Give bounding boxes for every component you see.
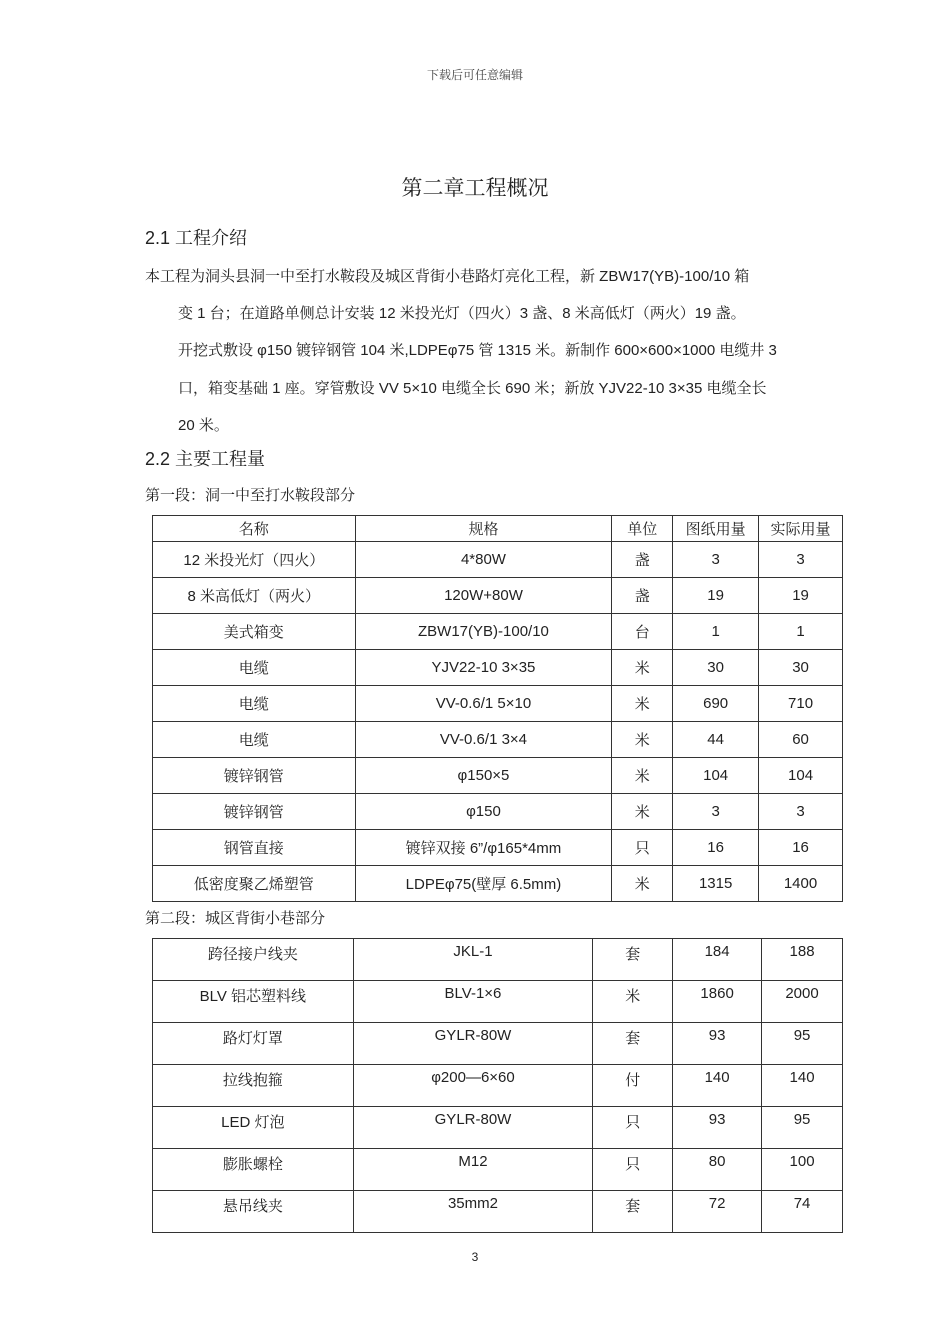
- table-cell: 拉线抱箍: [153, 1065, 354, 1107]
- table-cell: 米: [612, 866, 673, 902]
- table-cell: GYLR-80W: [353, 1023, 593, 1065]
- table-cell: 路灯灯罩: [153, 1023, 354, 1065]
- segment1-label: 第一段：洞一中至打水鞍段部分: [145, 487, 356, 504]
- table-cell: VV-0.6/1 5×10: [355, 686, 612, 722]
- table-cell: 3: [673, 794, 759, 830]
- table-cell: 74: [762, 1191, 843, 1233]
- intro-line: 开挖式敷设 φ150 镀锌钢管 104 米,LDPEφ75 管 1315 米。新制作 600×600×1000 电缆井 3: [178, 342, 777, 360]
- table-cell: 美式箱变: [153, 614, 356, 650]
- table-cell: 电缆: [153, 686, 356, 722]
- table-row: [153, 614, 843, 650]
- table-cell: 米: [612, 650, 673, 686]
- table-row: [153, 686, 843, 722]
- table-cell: 100: [762, 1149, 843, 1191]
- header-cell: 规格: [355, 516, 612, 542]
- table-cell: 2000: [762, 981, 843, 1023]
- table-cell: 套: [593, 1191, 673, 1233]
- table-cell: 93: [673, 1107, 762, 1149]
- table-cell: 低密度聚乙烯塑管: [153, 866, 356, 902]
- table-cell: 95: [762, 1107, 843, 1149]
- table-cell: 3: [673, 542, 759, 578]
- table-cell: 140: [673, 1065, 762, 1107]
- chapter-title: 第二章工程概况: [401, 177, 549, 200]
- section-heading-intro: 2.1 工程介绍: [145, 228, 248, 248]
- table-cell: 72: [673, 1191, 762, 1233]
- table-cell: φ150: [355, 794, 612, 830]
- table-cell: YJV22-10 3×35: [355, 650, 612, 686]
- table-cell: 4*80W: [355, 542, 612, 578]
- table-cell: 19: [759, 578, 843, 614]
- table-row: [153, 794, 843, 830]
- table-cell: 只: [593, 1107, 673, 1149]
- table-cell: 盏: [612, 578, 673, 614]
- table-row: [153, 981, 843, 1023]
- segment2-label: 第二段：城区背街小巷部分: [145, 910, 326, 927]
- table-cell: 只: [612, 830, 673, 866]
- table-row: [153, 1107, 843, 1149]
- table-cell: 镀锌钢管: [153, 758, 356, 794]
- table-cell: 跨径接户线夹: [153, 939, 354, 981]
- table-cell: 35mm2: [353, 1191, 593, 1233]
- table-cell: 米: [612, 722, 673, 758]
- table-row: [153, 1191, 843, 1233]
- table-cell: 1: [673, 614, 759, 650]
- intro-line: 20 米。: [178, 416, 229, 434]
- table-cell: 米: [612, 758, 673, 794]
- table-cell: 104: [673, 758, 759, 794]
- table-row: [153, 578, 843, 614]
- table-cell: 1860: [673, 981, 762, 1023]
- intro-paragraph: [145, 258, 825, 444]
- table-cell: 电缆: [153, 722, 356, 758]
- table-cell: φ150×5: [355, 758, 612, 794]
- table-row: [153, 939, 843, 981]
- intro-line: 口，箱变基础 1 座。穿管敷设 VV 5×10 电缆全长 690 米；新放 YJV22-10 3×35 电缆全长: [178, 379, 767, 397]
- header-cell: 单位: [612, 516, 673, 542]
- table-cell: 膨胀螺栓: [153, 1149, 354, 1191]
- table-cell: 只: [593, 1149, 673, 1191]
- segment2-table: [152, 938, 843, 1233]
- section-heading-quantities: 2.2 主要工程量: [145, 449, 266, 469]
- header-cell: 图纸用量: [673, 516, 759, 542]
- table-cell: 710: [759, 686, 843, 722]
- table-cell: 悬吊线夹: [153, 1191, 354, 1233]
- table-cell: 3: [759, 794, 843, 830]
- table-row: [153, 866, 843, 902]
- table-cell: 30: [759, 650, 843, 686]
- table-row: [153, 1023, 843, 1065]
- table-cell: 镀锌双接 6”/φ165*4mm: [355, 830, 612, 866]
- table-cell: GYLR-80W: [353, 1107, 593, 1149]
- table-row: [153, 830, 843, 866]
- table-cell: 套: [593, 939, 673, 981]
- table-row: [153, 542, 843, 578]
- table-row: [153, 650, 843, 686]
- table-cell: 120W+80W: [355, 578, 612, 614]
- table-cell: 690: [673, 686, 759, 722]
- table-cell: 3: [759, 542, 843, 578]
- intro-line: 变 1 台；在道路单侧总计安装 12 米投光灯（四火）3 盏、8 米高低灯（两火）19 盏。: [178, 305, 746, 323]
- table-cell: 镀锌钢管: [153, 794, 356, 830]
- table-cell: VV-0.6/1 3×4: [355, 722, 612, 758]
- table-cell: 93: [673, 1023, 762, 1065]
- table-row: [153, 1149, 843, 1191]
- table-cell: LED 灯泡: [153, 1107, 354, 1149]
- table-cell: LDPEφ75(壁厚 6.5mm): [355, 866, 612, 902]
- table-cell: 80: [673, 1149, 762, 1191]
- table-cell: 盏: [612, 542, 673, 578]
- table-cell: BLV 铝芯塑料线: [153, 981, 354, 1023]
- table-cell: 1: [759, 614, 843, 650]
- table-cell: 套: [593, 1023, 673, 1065]
- table-cell: 米: [612, 794, 673, 830]
- table-cell: 19: [673, 578, 759, 614]
- table-cell: 8 米高低灯（两火）: [153, 578, 356, 614]
- table-cell: 184: [673, 939, 762, 981]
- table-cell: 钢管直接: [153, 830, 356, 866]
- table-cell: 1315: [673, 866, 759, 902]
- header-cell: 实际用量: [759, 516, 843, 542]
- table-cell: 台: [612, 614, 673, 650]
- table-cell: ZBW17(YB)-100/10: [355, 614, 612, 650]
- table-cell: 米: [593, 981, 673, 1023]
- table-cell: φ200—6×60: [353, 1065, 593, 1107]
- header-cell: 名称: [153, 516, 356, 542]
- intro-line: 本工程为洞头县洞一中至打水鞍段及城区背街小巷路灯亮化工程，新 ZBW17(YB)-100/10 箱: [145, 268, 750, 285]
- page-header: 下载后可任意编辑: [426, 68, 523, 82]
- table-cell: 1400: [759, 866, 843, 902]
- table-cell: 104: [759, 758, 843, 794]
- table-cell: M12: [353, 1149, 593, 1191]
- table-cell: 付: [593, 1065, 673, 1107]
- table-cell: 米: [612, 686, 673, 722]
- table-row: [153, 1065, 843, 1107]
- table-cell: 140: [762, 1065, 843, 1107]
- table-cell: 16: [673, 830, 759, 866]
- table-cell: JKL-1: [353, 939, 593, 981]
- table-cell: 44: [673, 722, 759, 758]
- table-cell: 12 米投光灯（四火）: [153, 542, 356, 578]
- table-cell: BLV-1×6: [353, 981, 593, 1023]
- table-cell: 电缆: [153, 650, 356, 686]
- table-row: [153, 758, 843, 794]
- page-number: 3: [471, 1250, 479, 1264]
- table-cell: 30: [673, 650, 759, 686]
- table-cell: 60: [759, 722, 843, 758]
- segment1-table: [152, 515, 843, 902]
- table-cell: 188: [762, 939, 843, 981]
- table-row: [153, 722, 843, 758]
- table-cell: 95: [762, 1023, 843, 1065]
- table-cell: 16: [759, 830, 843, 866]
- table-header-row: [153, 516, 843, 542]
